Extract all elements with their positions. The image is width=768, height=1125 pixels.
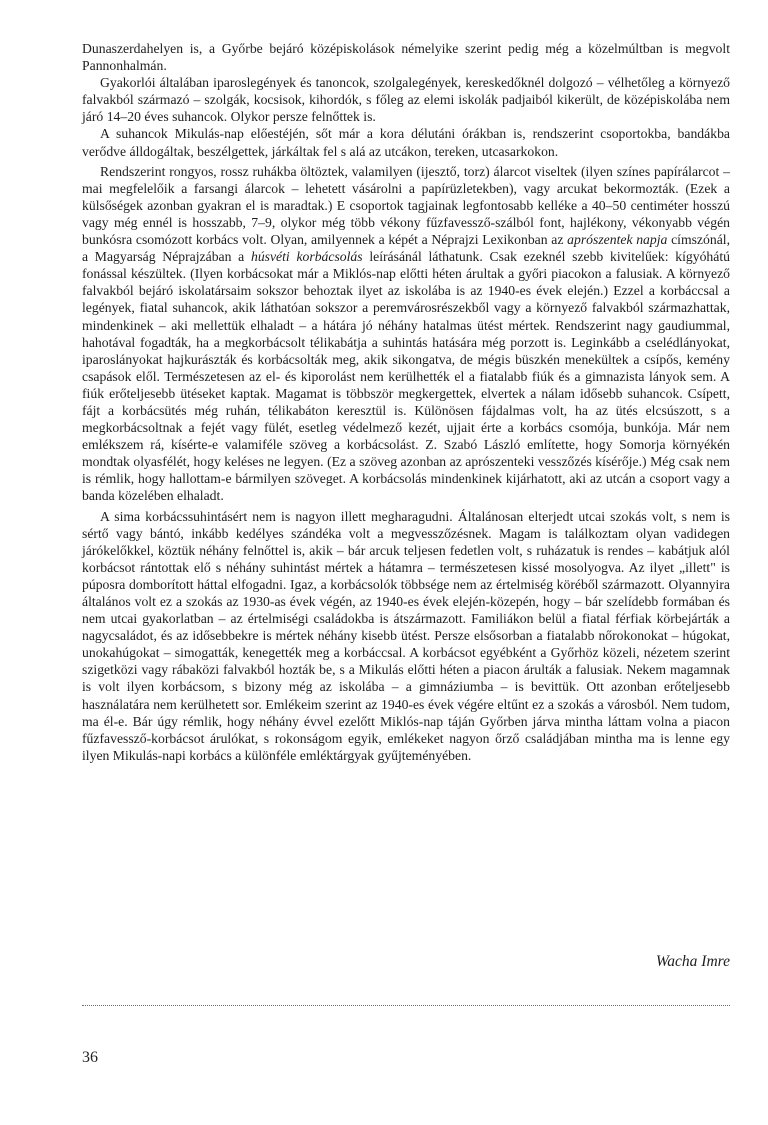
author-signature: Wacha Imre: [655, 953, 730, 970]
paragraph-4-part-3: leírásánál láthatunk. Csak ezeknél szebb kivitelűek: kígyóhátú fonással készültek. (Ilyen korbácsokat már a Miklós-nap előtti héten árultak a győri piacokon a falusiak. A környező falvakból bejáró iskolatársaim sokszor behoztak ilyet az iskolába is az 1940-es évek elején.) Ezzel a korbáccsal a legények, fiatal suhancok, akik láthatóan sokszor a peremvárosrészekből vagy a környező falvakból származhattak, mindenkinek – aki mellettük elhaladt – a hátára jó néhány hatalmas ütést mértek. Rendszerint nagy gaudiummal, hahotával fogadták, ha a megkorbácsolt télikabátja a suhintás hatására még porzott is. Leginkább a cselédlányokat, iparoslányokat hajkurászták és korbácsolták meg, akik sikongatva, de mégis büszkén menekültek a csípős, kemény csapások elől. Természetesen az el- és kiporolást nem kerülhették el a fiatalabb fiúk és a gimnazista lányok sem. A fiúk erőteljesebb ütéseket kaptak. Magamat is többször megkergettek, elvertek a nálam idősebb suhancok. Csípett, fájt a korbácsütés még ruhán, télikabáton keresztül is. Különösen fájdalmas volt, ha az ütés elcsúszott, s a megkorbácsoltnak a fejét vagy fülét, esetleg védelmező kezét, ujjait érte a korbács csomója, bunkója. Már nem emlékszem rá, kísérte-e valamiféle szöveg a korbácsolást. Z. Szabó László említette, hogy Somorja környékén mondtak olyasfélét, hogy keléses ne legyen. (Ez a szöveg azonban az aprószenteki vesszőzés kísérője.) Még csak nem is rémlik, hogy hallottam-e bármilyen szöveget. A korbácsolás mindenkinek kijárhatott, aki az utcán a csoport vagy a banda közelében elhaladt.: [82, 249, 730, 504]
article-body: [82, 40, 730, 764]
page-number: 36: [82, 1049, 98, 1066]
paragraph-4: [82, 163, 730, 505]
paragraph-4-part-2: címszónál, a Magyarság Néprajzában a: [82, 232, 730, 265]
paragraph-3: A suhancok Mikulás-nap előestéjén, sőt már a kora délutáni órákban is, rendszerint csoportokba, bandákba verődve álldogáltak, beszélgettek, járkáltak fel s alá az utcákon, tereken, utcasarkokon.: [82, 126, 730, 159]
paragraph-4-part-1: Rendszerint rongyos, rossz ruhákba öltöztek, valamilyen (ijesztő, torz) álarcot viseltek (ilyen színes papírálarcot – mai megfelelőik a farsangi álarcok – lehetett vásárolni a papírüzletekben), vagy arcukat bekormozták. (Ezek a külsőségek azonban gyakran el is maradtak.) E csoportok tagjainak legfontosabb kelléke a 40–50 centiméter hosszú vagy még ennél is hosszabb, 7–9, olykor még több vékony fűzfavessző-szálból font, hajlékony, vékonyabb végén bunkósra csomózott korbács volt. Olyan, amilyennek a képét a Néprajzi Lexikonban az: [82, 163, 730, 248]
lexicon-entry-title: aprószentek napja: [567, 232, 668, 248]
ethnography-chapter-title: húsvéti korbácsolás: [250, 249, 363, 265]
footer-divider: [82, 1005, 730, 1006]
paragraph-2: Gyakorlói általában iparoslegények és tanoncok, szolgalegények, kereskedőknél dolgozó – vélhetőleg a környező falvakból származó – szolgák, kocsisok, kihordók, s főleg az elemi iskolák padjaiból kikerült, de középiskolába nem járó 14–20 éves suhancok. Olykor persze felnőttek is.: [82, 75, 730, 125]
paragraph-5: A sima korbácssuhintásért nem is nagyon illett megharagudni. Általánosan elterjedt utcai szokás volt, s nem is sértő vagy bántó, inkább kedélyes szándéka volt a megvesszőzésnek. Magam is találkoztam olyan vadidegen járókelőkkel, köztük néhány felnőttel is, akik – bár arcuk teljesen fedetlen volt, s ruházatuk is rendes – kabátjuk alól korbácsot rántottak elő s néhány suhintást mértek a hátamra – természetesen kissé mosolyogva. Az ilyet „illett" is púposra domborított háttal elfogadni. Igaz, a korbácsolók többsége nem az értelmiség köréből származott. Olyannyira általános volt ez a szokás az 1930-as évek végén, az 1940-es évek elején-közepén, hogy – bár szelídebb formában és nem utcai gyakorlatban – az értelmiségi családokba is átszármazott. Familiákon belül a fiatal férfiak körbejárták a nagycsaládot, és az idősebbekre is mértek néhány kisebb ütést. Persze elsősorban a fiatalabb nőrokonokat – húgokat, unokahúgokat – simogatták, kenegették meg a korbáccsal. A korbácsot egyébként a Győrhöz közeli, nézetem szerint szigetközi vagy rábaközi falvakból hozták be, s a Mikulás előtti héten a piacon árulták a falusiak. Nekem magamnak is volt ilyen korbácsom, s bizony még az iskolába – a gimnáziumba – is bevittük. Ott azonban erőteljesebb használatára nem kerülhetett sor. Emlékeim szerint az 1940-es évek végére eltűnt ez a szokás a városból. Nem tudom, ma él-e. Bár úgy rémlik, hogy néhány évvel ezelőtt Miklós-nap táján Győrben járva mintha láttam volna a piacon fűzfavessző-korbácsot árulókat, s rokonságom egyik, emlékeket nagyon őrző családjában mintha ma is lenne egy ilyen Mikulás-napi korbács a különféle emléktárgyak gyűjteményében.: [82, 508, 730, 763]
paragraph-1: Dunaszerdahelyen is, a Győrbe bejáró középiskolások némelyike szerint pedig még a közelmúltban is megvolt Pannonhalmán.: [82, 41, 730, 74]
